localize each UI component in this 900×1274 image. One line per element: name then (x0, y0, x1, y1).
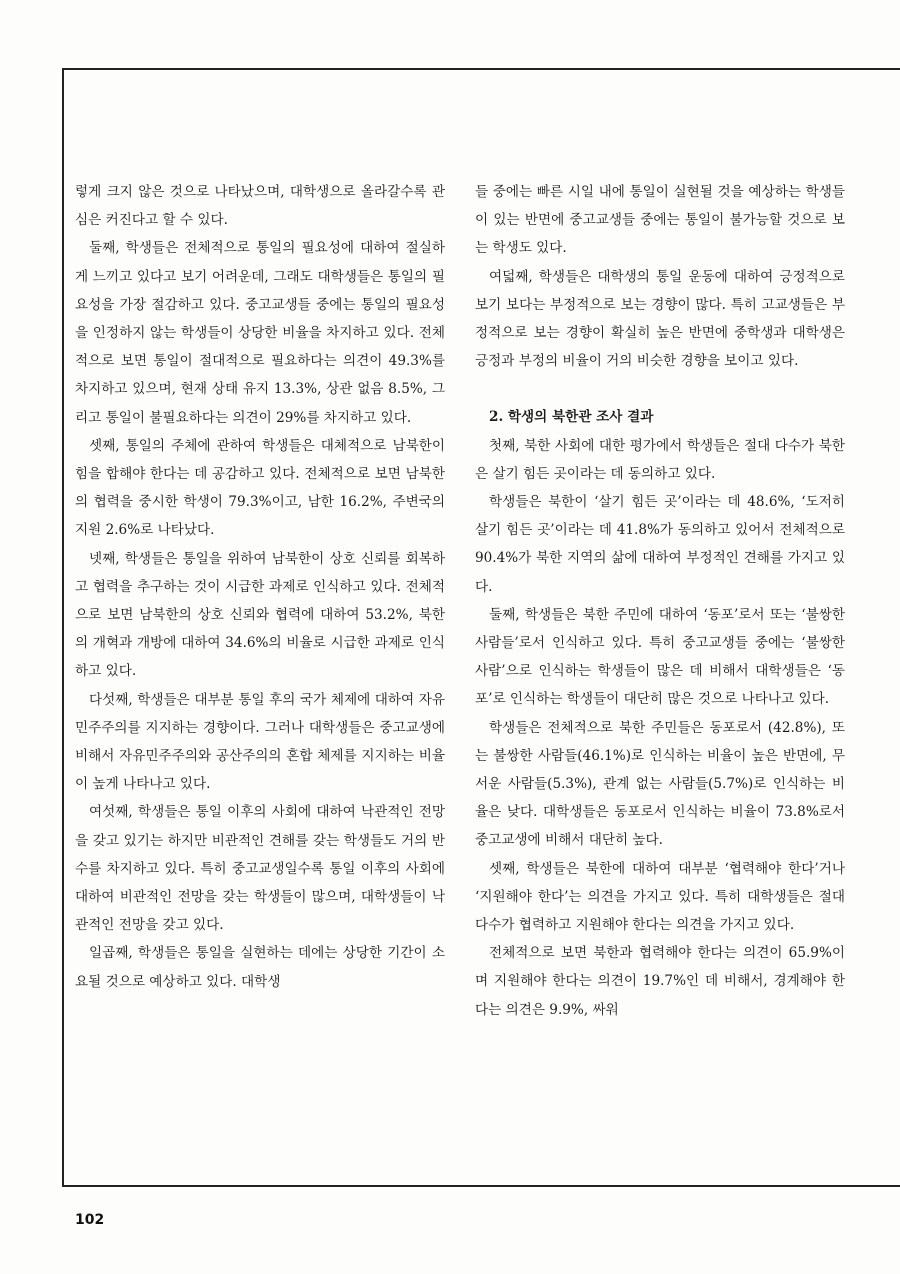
paragraph: 첫째, 북한 사회에 대한 평가에서 학생들은 절대 다수가 북한은 살기 힘든 곳이라는 데 동의하고 있다. (475, 437, 845, 482)
page-number: 102 (75, 1212, 105, 1228)
paragraph: 다섯째, 학생들은 대부분 통일 후의 국가 체제에 대하여 자유민주주의를 지지하는 경향이다. 그러나 대학생들은 중고교생에 비해서 자유민주주의와 공산주의의 혼합 체제를 지지하는 비율이 높게 나타나고 있다. (75, 691, 445, 793)
paragraph: 들 중에는 빠른 시일 내에 통일이 실현될 것을 예상하는 학생들이 있는 반면에 중고교생들 중에는 통일이 불가능할 것으로 보는 학생도 있다. (475, 184, 845, 257)
section-heading: 2. 학생의 북한관 조사 결과 (489, 409, 654, 426)
paragraph: 전체적으로 보면 북한과 협력해야 한다는 의견이 65.9%이며 지원해야 한다는 의견이 19.7%인 데 비해서, 경계해야 한다는 의견은 9.9%, 싸워 (475, 945, 845, 1018)
paragraph: 렇게 크지 않은 것으로 나타났으며, 대학생으로 올라갈수록 관심은 커진다고 할 수 있다. (75, 184, 445, 229)
right-text-column (475, 178, 845, 1024)
left-text-column (75, 178, 445, 996)
paragraph: 셋째, 통일의 주체에 관하여 학생들은 대체적으로 남북한이 힘을 합해야 한다는 데 공감하고 있다. 전체적으로 보면 남북한의 협력을 중시한 학생이 79.3%이고, 남한 16.2%, 주변국의 지원 2.6%로 나타났다. (75, 437, 445, 539)
paragraph: 넷째, 학생들은 통일을 위하여 남북한이 상호 신뢰를 회복하고 협력을 추구하는 것이 시급한 과제로 인식하고 있다. 전체적으로 보면 남북한의 상호 신뢰와 협력에 대하여 53.2%, 북한의 개혁과 개방에 대하여 34.6%의 비율로 시급한 과제로 인식하고 있다. (75, 550, 445, 680)
paragraph: 학생들은 북한이 ‘살기 힘든 곳’이라는 데 48.6%, ‘도저히 살기 힘든 곳’이라는 데 41.8%가 동의하고 있어서 전체적으로 90.4%가 북한 지역의 삶에 대하여 부정적인 견해를 가지고 있다. (475, 494, 845, 595)
paragraph: 둘째, 학생들은 전체적으로 통일의 필요성에 대하여 절실하게 느끼고 있다고 보기 어려운데, 그래도 대학생들은 통일의 필요성을 가장 절감하고 있다. 중고교생들 중에는 통일의 필요성을 인정하지 않는 학생들이 상당한 비율을 차지하고 있다. 전체적으로 보면 통일이 절대적으로 필요하다는 의견이 49.3%를 차지하고 있으며, 현재 상태 유지 13.3%, 상관 없음 8.5%, 그리고 통일이 불필요하다는 의견이 29%를 차지하고 있다. (75, 240, 445, 426)
paragraph: 셋째, 학생들은 북한에 대하여 대부분 ‘협력해야 한다’거나 ‘지원해야 한다’는 의견을 가지고 있다. 특히 대학생들은 절대 다수가 협력하고 지원해야 한다는 의견을 가지고 있다. (475, 860, 845, 934)
paragraph: 학생들은 전체적으로 북한 주민들은 동포로서 (42.8%), 또는 불쌍한 사람들(46.1%)로 인식하는 비율이 높은 반면에, 무서운 사람들(5.3%), 관계 없는 사람들(5.7%)로 인식하는 비율은 낮다. 대학생들은 동포로서 인식하는 비율이 73.8%로서 중고교생에 비해서 대단히 높다. (475, 719, 845, 849)
left-border-rule (62, 68, 64, 1185)
paragraph: 여섯째, 학생들은 통일 이후의 사회에 대하여 낙관적인 전망을 갖고 있기는 하지만 비관적인 견해를 갖는 학생들도 거의 반수를 차지하고 있다. 특히 중고교생일수록 통일 이후의 사회에 대하여 비관적인 전망을 갖는 학생들이 많으며, 대학생들이 낙관적인 전망을 갖고 있다. (75, 804, 445, 934)
paragraph: 일곱째, 학생들은 통일을 실현하는 데에는 상당한 기간이 소요될 것으로 예상하고 있다. 대학생 (75, 945, 445, 990)
paragraph: 여덟째, 학생들은 대학생의 통일 운동에 대하여 긍정적으로 보기 보다는 부정적으로 보는 경향이 많다. 특히 고교생들은 부정적으로 보는 경향이 확실히 높은 반면에 중학생과 대학생은 긍정과 부정의 비율이 거의 비슷한 경향을 보이고 있다. (475, 268, 845, 370)
paragraph: 둘째, 학생들은 북한 주민에 대하여 ‘동포’로서 또는 ‘불쌍한 사람들’로서 인식하고 있다. 특히 중고교생들 중에는 ‘불쌍한 사람’으로 인식하는 학생들이 많은 데 비해서 대학생들은 ‘동포’로 인식하는 학생들이 대단히 많은 것으로 나타나고 있다. (475, 606, 845, 708)
bottom-border-rule (62, 1185, 900, 1187)
top-border-rule (62, 68, 900, 70)
